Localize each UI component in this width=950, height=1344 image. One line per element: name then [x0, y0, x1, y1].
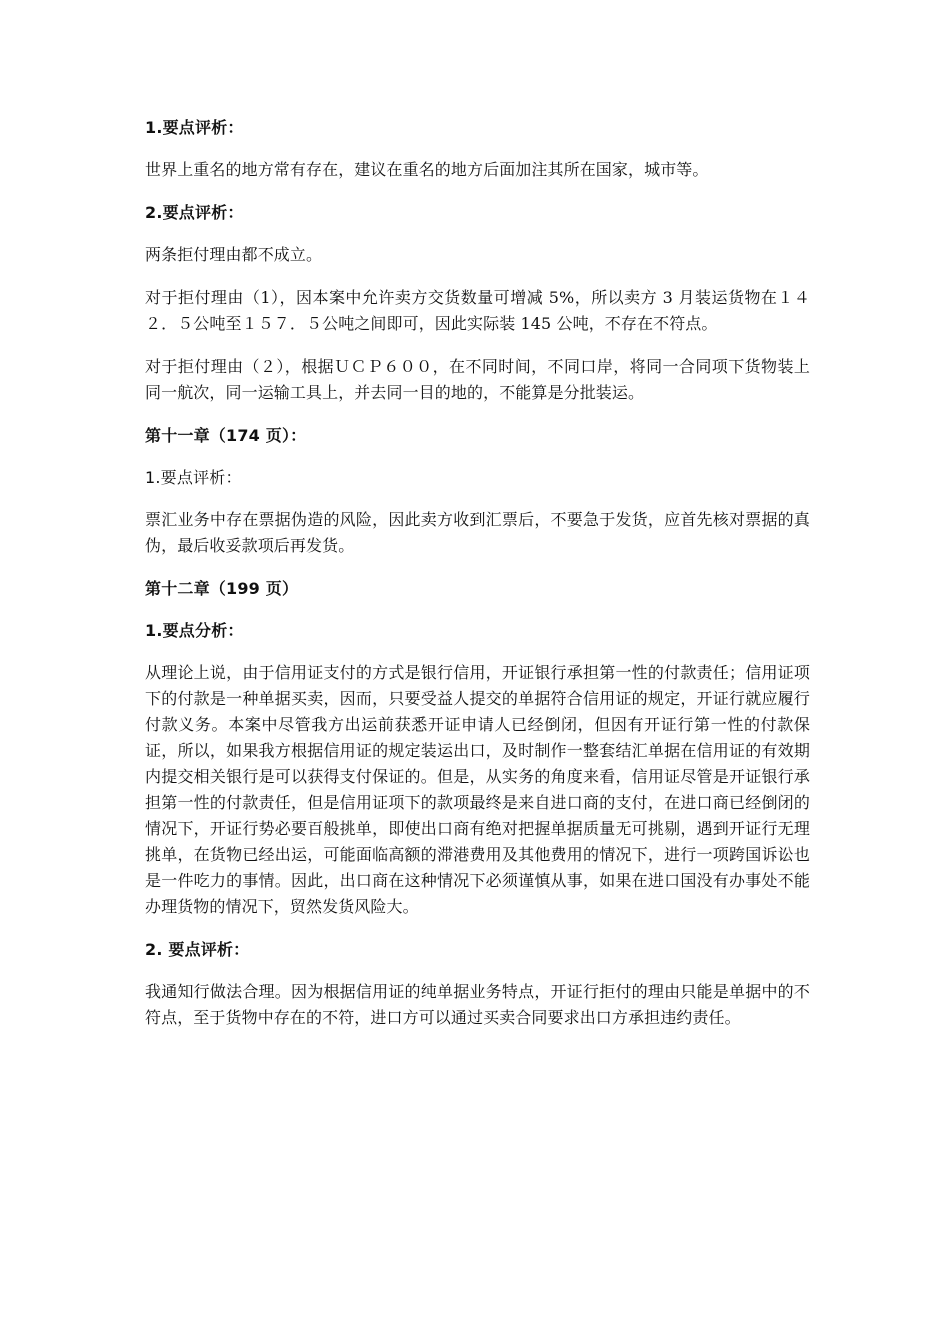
chapter-heading-12: 第十二章（199 页）: [145, 579, 299, 598]
chapter-heading-11: 第十一章（174 页）：: [145, 426, 307, 445]
paragraph-refusal-reason-2: 对于拒付理由（２），根据ＵＣＰ６００，在不同时间，不同口岸，将同一合同项下货物装上同一航次，同一运输工具上，并去同一目的地的，不能算是分批装运。: [145, 357, 810, 402]
section-heading-chapter-11-key-points-1: 1.要点评析：: [145, 468, 242, 487]
paragraph-letter-of-credit-analysis: 从理论上说，由于信用证支付的方式是银行信用，开证银行承担第一性的付款责任；信用证项下的付款是一种单据买卖，因而，只要受益人提交的单据符合信用证的规定，开证行就应履行付款义务。本案中尽管我方出运前获悉开证申请人已经倒闭，但因有开证行第一性的付款保证，所以，如果我方根据信用证的规定装运出口，及时制作一整套结汇单据在信用证的有效期内提交相关银行是可以获得支付保证的。但是，从实务的角度来看，信用证尽管是开证银行承担第一性的付款责任，但是信用证项下的款项最终是来自进口商的支付，在进口商已经倒闭的情况下，开证行势必要百般挑单，即使出口商有绝对把握单据质量无可挑剔，遇到开证行无理挑单，在货物已经出运，可能面临高额的滞港费用及其他费用的情况下，进行一项跨国诉讼也是一件吃力的事情。因此，出口商在这种情况下必须谨慎从事，如果在进口国没有办事处不能办理货物的情况下，贸然发货风险大。: [145, 663, 810, 916]
paragraph-draft-forgery-risk: 票汇业务中存在票据伪造的风险，因此卖方收到汇票后，不要急于发货，应首先核对票据的真伪，最后收妥款项后再发货。: [145, 510, 810, 555]
section-heading-chapter-12-key-points-2: 2. 要点评析：: [145, 940, 250, 959]
section-heading-chapter-12-analysis-1: 1.要点分析：: [145, 621, 244, 640]
paragraph-refusal-reason-1: 对于拒付理由（1），因本案中允许卖方交货数量可增减 5%，所以卖方 3 月装运货物在１４２．５公吨至１５７．５公吨之间即可，因此实际装 145 公吨，不存在不符点。: [145, 288, 810, 333]
section-heading-key-points-1: 1.要点评析：: [145, 118, 244, 137]
paragraph-place-names: 世界上重名的地方常有存在，建议在重名的地方后面加注其所在国家，城市等。: [145, 160, 709, 179]
paragraph-refusal-invalid: 两条拒付理由都不成立。: [145, 245, 323, 264]
document-body: [145, 115, 810, 1048]
section-heading-key-points-2: 2.要点评析：: [145, 203, 244, 222]
paragraph-advising-bank-practice: 我通知行做法合理。因为根据信用证的纯单据业务特点，开证行拒付的理由只能是单据中的不符点，至于货物中存在的不符，进口方可以通过买卖合同要求出口方承担违约责任。: [145, 982, 810, 1027]
